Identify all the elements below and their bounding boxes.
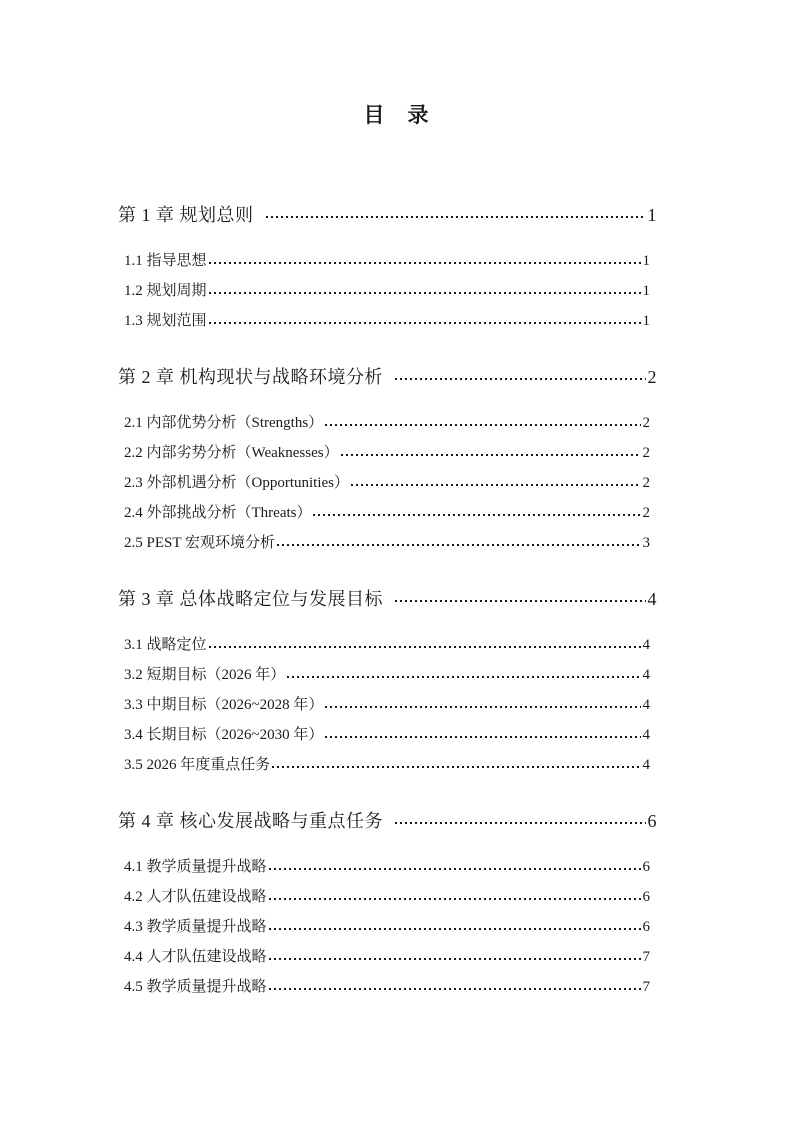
toc-item-label: 4.5 教学质量提升战略 [124, 979, 267, 995]
dot-leader [266, 216, 646, 218]
dot-leader [269, 898, 641, 900]
toc-item-row[interactable] [0, 408, 793, 438]
toc-chapter-page-number: 6 [647, 811, 657, 831]
toc-item-row[interactable] [0, 660, 793, 690]
dot-leader [313, 514, 640, 516]
toc-chapter-page-number: 4 [647, 589, 657, 609]
toc-item-label: 1.3 规划范围 [124, 313, 207, 329]
toc-item-row[interactable] [0, 942, 793, 972]
toc-item-page-number: 2 [642, 475, 650, 491]
toc-item-page-number: 1 [642, 283, 650, 299]
toc-item-label: 3.4 长期目标（2026~2030 年） [124, 727, 324, 743]
toc-chapter-page-number: 2 [647, 367, 657, 387]
toc-chapter-label: 第 3 章 总体战略定位与发展目标 [118, 589, 383, 609]
toc-item-label: 4.3 教学质量提升战略 [124, 919, 267, 935]
toc-section-items [0, 408, 793, 558]
toc-item-page-number: 3 [642, 535, 650, 551]
toc-chapter-row[interactable] [0, 364, 793, 390]
toc-item-page-number: 1 [642, 313, 650, 329]
toc-chapter-row[interactable] [0, 202, 793, 228]
dot-leader [395, 822, 646, 824]
toc-item-page-number: 4 [642, 757, 650, 773]
toc-item-label: 2.1 内部优势分析（Strengths） [124, 415, 324, 431]
toc-item-row[interactable] [0, 498, 793, 528]
dot-leader [209, 322, 641, 324]
toc-item-label: 4.4 人才队伍建设战略 [124, 949, 267, 965]
toc-chapter-row[interactable] [0, 808, 793, 834]
toc-chapter-row[interactable] [0, 586, 793, 612]
toc-item-page-number: 4 [642, 637, 650, 653]
toc-title: 目 录 [363, 103, 430, 127]
toc-item-row[interactable] [0, 528, 793, 558]
dot-leader [395, 378, 646, 380]
dot-leader [287, 676, 640, 678]
toc-item-row[interactable] [0, 690, 793, 720]
toc-item-row[interactable] [0, 438, 793, 468]
toc-item-page-number: 6 [642, 889, 650, 905]
toc-item-page-number: 2 [642, 415, 650, 431]
toc-item-row[interactable] [0, 468, 793, 498]
toc-item-label: 4.1 教学质量提升战略 [124, 859, 267, 875]
toc-item-label: 3.5 2026 年度重点任务 [124, 757, 271, 773]
toc-section-items [0, 246, 793, 336]
dot-leader [351, 484, 641, 486]
toc-item-label: 2.2 内部劣势分析（Weaknesses） [124, 445, 339, 461]
toc-chapter-label: 第 2 章 机构现状与战略环境分析 [118, 367, 383, 387]
dot-leader [209, 292, 641, 294]
toc-section-items [0, 852, 793, 1002]
toc-item-row[interactable] [0, 912, 793, 942]
dot-leader [272, 766, 640, 768]
toc-section [0, 808, 793, 1002]
toc-item-page-number: 6 [642, 859, 650, 875]
toc-item-page-number: 4 [642, 697, 650, 713]
toc-item-row[interactable] [0, 630, 793, 660]
dot-leader [269, 988, 641, 990]
toc-item-label: 2.3 外部机遇分析（Opportunities） [124, 475, 349, 491]
dot-leader [325, 706, 640, 708]
toc-item-page-number: 2 [642, 505, 650, 521]
dot-leader [325, 736, 640, 738]
toc-item-page-number: 4 [642, 727, 650, 743]
toc-item-row[interactable] [0, 246, 793, 276]
toc-chapter-page-number: 1 [647, 205, 657, 225]
toc-item-page-number: 6 [642, 919, 650, 935]
toc-item-label: 3.1 战略定位 [124, 637, 207, 653]
dot-leader [269, 928, 641, 930]
toc-item-page-number: 7 [642, 979, 650, 995]
dot-leader [209, 646, 641, 648]
toc-item-row[interactable] [0, 306, 793, 336]
toc-item-page-number: 1 [642, 253, 650, 269]
toc-item-row[interactable] [0, 972, 793, 1002]
toc-item-label: 2.4 外部挑战分析（Threats） [124, 505, 312, 521]
toc-section [0, 364, 793, 558]
toc-item-row[interactable] [0, 276, 793, 306]
toc-section [0, 202, 793, 336]
dot-leader [325, 424, 640, 426]
toc-section-items [0, 630, 793, 780]
dot-leader [209, 262, 641, 264]
toc-item-label: 1.1 指导思想 [124, 253, 207, 269]
dot-leader [269, 958, 641, 960]
toc-item-row[interactable] [0, 720, 793, 750]
toc-item-page-number: 4 [642, 667, 650, 683]
toc-chapter-label: 第 1 章 规划总则 [118, 205, 254, 225]
dot-leader [341, 454, 641, 456]
toc-section [0, 586, 793, 780]
toc-item-label: 2.5 PEST 宏观环境分析 [124, 535, 275, 551]
toc-item-label: 1.2 规划周期 [124, 283, 207, 299]
toc-item-page-number: 2 [642, 445, 650, 461]
toc-item-label: 4.2 人才队伍建设战略 [124, 889, 267, 905]
toc-item-label: 3.3 中期目标（2026~2028 年） [124, 697, 324, 713]
toc-item-row[interactable] [0, 750, 793, 780]
toc-list [0, 202, 793, 1002]
dot-leader [277, 544, 641, 546]
toc-item-row[interactable] [0, 882, 793, 912]
toc-chapter-label: 第 4 章 核心发展战略与重点任务 [118, 811, 383, 831]
dot-leader [395, 600, 646, 602]
toc-item-row[interactable] [0, 852, 793, 882]
toc-item-label: 3.2 短期目标（2026 年） [124, 667, 286, 683]
toc-item-page-number: 7 [642, 949, 650, 965]
dot-leader [269, 868, 641, 870]
